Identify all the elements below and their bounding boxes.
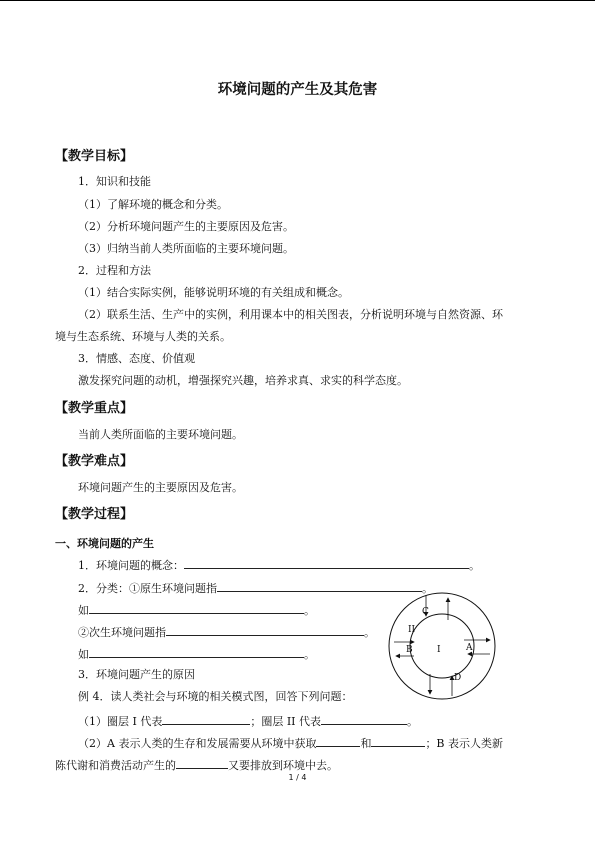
example-4: 例 4．读人类社会与环境的相关模式图，回答下列问题： xyxy=(78,690,353,703)
section-heading-goals: 【教学目标】 xyxy=(55,149,134,164)
diagram-label-outer: II xyxy=(408,625,416,635)
answer-blank[interactable] xyxy=(371,735,425,747)
answer-blank[interactable] xyxy=(316,735,360,747)
diagram-label-b: B xyxy=(406,645,413,655)
answer-blank[interactable] xyxy=(89,646,304,658)
document-title: 环境问题的产生及其危害 xyxy=(217,82,378,98)
question-1: 1．环境问题的概念： 。 xyxy=(78,559,480,572)
difficulty-text: 环境问题产生的主要原因及危害。 xyxy=(78,481,243,494)
question-3: 3．环境问题产生的原因 xyxy=(78,668,195,681)
goal-line: （3）归纳当前人类所面临的主要环境问题。 xyxy=(78,242,294,255)
subsection-heading: 一、环境问题的产生 xyxy=(55,537,154,550)
diagram-label-d: D xyxy=(454,673,462,683)
diagram-label-c: C xyxy=(422,607,429,617)
section-heading-difficulties: 【教学难点】 xyxy=(55,454,134,469)
goal-line: 1．知识和技能 xyxy=(78,175,151,188)
question-2: 2．分类：①原生环境问题指 。 xyxy=(78,582,433,595)
goal-line: 3．情感、态度、价值观 xyxy=(78,352,195,365)
example-4-part-1: （1）圈层 I 代表 ；圈层 II 代表 。 xyxy=(78,715,419,728)
key-point-text: 当前人类所面临的主要环境问题。 xyxy=(78,428,243,441)
answer-blank[interactable] xyxy=(166,624,364,636)
answer-blank[interactable] xyxy=(184,557,469,569)
outer-circle xyxy=(389,593,495,699)
goal-line: （2）分析环境问题产生的主要原因及危害。 xyxy=(78,220,294,233)
page-number: 1 / 4 xyxy=(288,773,307,782)
question-2-example: 如 。 xyxy=(78,604,315,617)
question-2b: ②次生环境问题指 。 xyxy=(78,626,375,639)
section-heading-key-points: 【教学重点】 xyxy=(55,401,134,416)
goal-line: 激发探究问题的动机，增强探究兴趣，培养求真、求实的科学态度。 xyxy=(78,374,408,387)
goal-line: 境与生态系统、环境与人类的关系。 xyxy=(55,330,231,343)
goal-line: （1）了解环境的概念和分类。 xyxy=(78,198,228,211)
example-4-part-2: （2）A 表示人类的生存和发展需要从环境中获取 和 ；B 表示人类新 xyxy=(78,737,504,750)
inner-circle xyxy=(410,614,474,678)
section-heading-process: 【教学过程】 xyxy=(55,507,134,522)
environment-model-diagram xyxy=(386,590,498,702)
example-4-part-2-cont: 陈代谢和消费活动产生的 又要排放到环境中去。 xyxy=(55,759,338,772)
diagram-label-a: A xyxy=(466,643,473,653)
answer-blank[interactable] xyxy=(321,713,407,725)
answer-blank[interactable] xyxy=(89,602,304,614)
goal-line: （2）联系生活、生产中的实例，利用课本中的相关图表，分析说明环境与自然资源、环 xyxy=(78,308,503,321)
answer-blank[interactable] xyxy=(162,713,250,725)
question-2b-example: 如 。 xyxy=(78,648,315,661)
goal-line: （1）结合实际实例，能够说明环境的有关组成和概念。 xyxy=(78,286,349,299)
goal-line: 2．过程和方法 xyxy=(78,264,151,277)
diagram-label-inner: I xyxy=(437,645,441,655)
answer-blank[interactable] xyxy=(176,757,228,769)
